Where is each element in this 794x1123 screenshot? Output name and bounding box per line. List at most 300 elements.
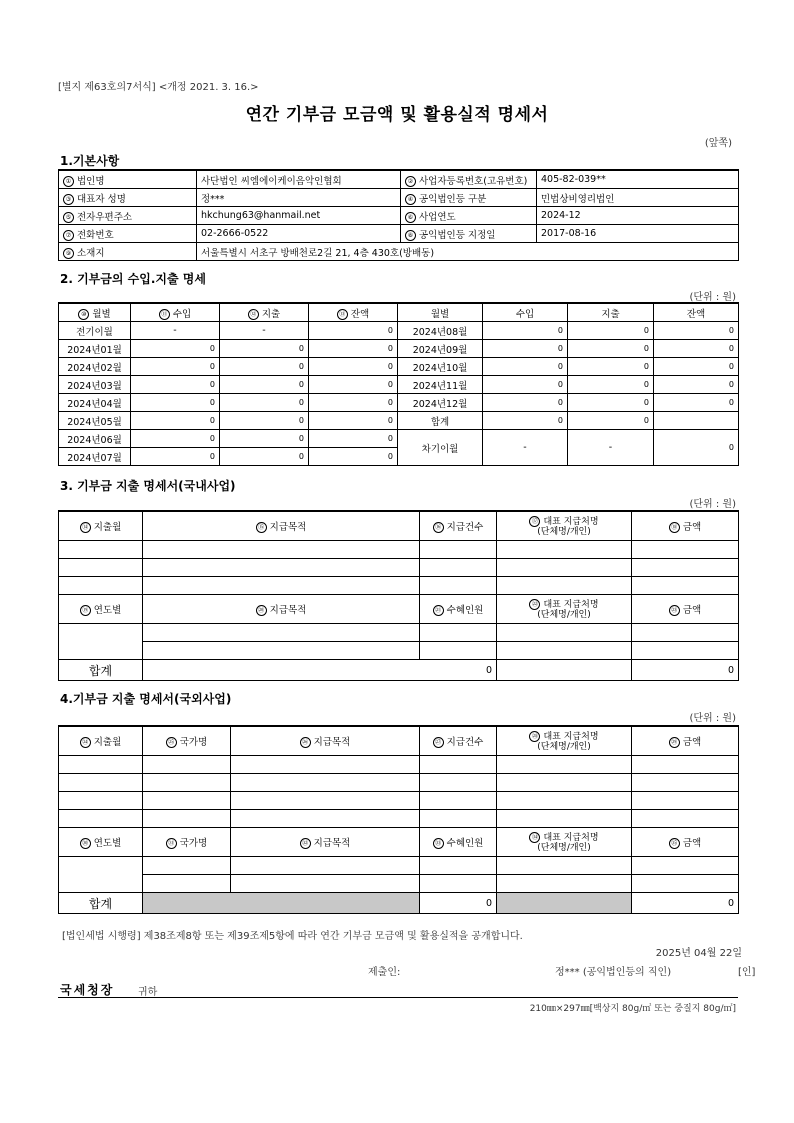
column-header: [497, 511, 632, 541]
column-header: [420, 726, 497, 756]
amount-cell: 0: [568, 376, 654, 394]
column-header: [420, 511, 497, 541]
info-value: 2017-08-16: [537, 225, 739, 243]
info-value: 02-2666-0522: [197, 225, 401, 243]
info-value: hkchung63@hanmail.net: [197, 207, 401, 225]
basic-info-table: [58, 169, 739, 261]
amount-cell: 0: [568, 322, 654, 340]
month-cell: 2024년07월: [59, 448, 131, 466]
info-row: [59, 207, 739, 225]
label-text: 사업연도: [419, 211, 456, 223]
month-row: [59, 340, 739, 358]
blank-cell: [143, 875, 231, 893]
month-cell: 2024년10월: [398, 358, 483, 376]
blank-cell: [497, 624, 632, 642]
blank-row: [59, 857, 739, 875]
legal-statement: [법인세법 시행령] 제38조제8항 또는 제39조제5항에 따라 연간 기부금 모금액 및 활용실적을 공개합니다.: [62, 931, 523, 942]
header-label: 수입: [515, 308, 535, 320]
blank-cell: [632, 541, 739, 559]
header-label: 연도별: [93, 605, 122, 616]
section2-unit: (단위 : 원): [689, 292, 736, 303]
blank-cell: [231, 774, 420, 792]
shaded-cell: [143, 893, 420, 914]
month-cell: 2024년02월: [59, 358, 131, 376]
blank-cell: [231, 810, 420, 828]
blank-cell: [497, 875, 632, 893]
domestic-expense-table: [58, 510, 739, 681]
blank-cell: [143, 642, 420, 660]
blank-cell: [231, 857, 420, 875]
blank-cell: [420, 624, 497, 642]
amount-cell: 0: [309, 412, 398, 430]
blank-cell: [59, 541, 143, 559]
section4-unit: (단위 : 원): [689, 713, 736, 724]
header-row: [59, 828, 739, 857]
month-row: [59, 322, 739, 340]
amount-cell: -: [220, 322, 309, 340]
amount-cell: 0: [309, 394, 398, 412]
blank-row: [59, 792, 739, 810]
item-number-marker: ③: [63, 194, 74, 205]
blank-cell: [632, 559, 739, 577]
info-label: [59, 243, 197, 261]
blank-cell: [143, 774, 231, 792]
item-number-marker: ㉝: [433, 838, 444, 849]
amount-cell: 0: [483, 412, 568, 430]
column-header: [143, 511, 420, 541]
income-expense-table: [58, 302, 739, 466]
info-value: 사단법인 씨엠에이케이음악인협회: [197, 170, 401, 189]
label-text: 공익법인등 구분: [419, 193, 487, 205]
month-row: [59, 376, 739, 394]
column-header: [632, 726, 739, 756]
header-label: 지급건수: [446, 522, 484, 533]
submit-date: 2025년 04월 22일: [655, 948, 742, 959]
amount-cell: 0: [220, 394, 309, 412]
header-label: 대표 지급처명: [543, 832, 599, 843]
item-number-marker: ⑳: [256, 605, 267, 616]
amount-cell: 0: [309, 448, 398, 466]
amount-cell: 0: [483, 322, 568, 340]
column-header: [59, 828, 143, 857]
amount-cell: 0: [220, 340, 309, 358]
amount-cell: 0: [654, 376, 739, 394]
overseas-expense-table: [58, 725, 739, 914]
amount-cell: 0: [309, 376, 398, 394]
total-row: [59, 893, 739, 914]
column-header: [483, 303, 568, 322]
blank-cell: [143, 541, 420, 559]
amount-cell: 0: [131, 412, 220, 430]
item-number-marker: ⑥: [405, 212, 416, 223]
total-amount: 0: [632, 660, 739, 681]
amount-cell: 0: [131, 394, 220, 412]
header-label: 수입: [172, 308, 192, 320]
item-number-marker: ㉕: [166, 737, 177, 748]
address-row: [59, 243, 739, 261]
info-label: [59, 189, 197, 207]
blank-cell: [59, 792, 143, 810]
blank-cell: [420, 541, 497, 559]
header-label: 국가명: [179, 838, 208, 849]
amount-cell: 0: [483, 340, 568, 358]
blank-cell: [420, 577, 497, 595]
header-label: 수혜인원: [446, 838, 484, 849]
amount-cell: 0: [568, 412, 654, 430]
front-label: (앞쪽): [704, 138, 732, 149]
blank-cell: [143, 810, 231, 828]
address-value: 서울특별시 서초구 방배천로2길 21, 4층 430호(방배동): [197, 243, 739, 261]
blank-cell: [231, 792, 420, 810]
amount-cell: -: [568, 430, 654, 466]
item-number-marker: ⑪: [159, 309, 170, 320]
header-label: 지급목적: [313, 737, 351, 748]
amount-cell: 0: [131, 430, 220, 448]
amount-cell: 0: [483, 376, 568, 394]
header-label: 금액: [682, 737, 702, 748]
info-value: 2024-12: [537, 207, 739, 225]
amount-cell: 0: [309, 340, 398, 358]
blank-row: [59, 875, 739, 893]
column-header: [59, 303, 131, 322]
total-label: 합계: [59, 893, 143, 914]
column-header: [309, 303, 398, 322]
amount-cell: 0: [220, 376, 309, 394]
blank-row: [59, 756, 739, 774]
header-row: [59, 303, 739, 322]
header-label: 대표 지급처명: [543, 516, 599, 527]
amount-cell: 0: [220, 412, 309, 430]
item-number-marker: ㉞: [529, 832, 540, 843]
month-row: [59, 394, 739, 412]
item-number-marker: ⑧: [405, 230, 416, 241]
month-cell: 2024년08월: [398, 322, 483, 340]
label-text: 사업자등록번호(고유번호): [419, 175, 528, 187]
month-row: [59, 412, 739, 430]
item-number-marker: ⑯: [433, 522, 444, 533]
amount-cell: 0: [131, 340, 220, 358]
blank-cell: [59, 577, 143, 595]
section4-heading: 4.기부금 지출 명세서(국외사업): [60, 692, 232, 706]
header-label: 월별: [92, 308, 111, 320]
header-label: 대표 지급처명: [543, 599, 599, 610]
item-number-marker: ㉖: [300, 737, 311, 748]
item-number-marker: ㉑: [433, 605, 444, 616]
blank-cell: [497, 792, 632, 810]
info-row: [59, 225, 739, 243]
header-label: 지출: [261, 308, 281, 320]
blank-cell: [420, 810, 497, 828]
item-number-marker: ㉜: [300, 838, 311, 849]
item-number-marker: ①: [63, 176, 74, 187]
column-header: [59, 511, 143, 541]
header-label: 금액: [682, 605, 702, 616]
blank-cell: [143, 857, 231, 875]
info-value: 정***: [197, 189, 401, 207]
header-label: 지급목적: [313, 838, 351, 849]
total-count: 0: [420, 893, 497, 914]
item-number-marker: ㉟: [669, 838, 680, 849]
blank-cell: [143, 792, 231, 810]
column-header: [59, 595, 143, 624]
item-number-marker: ⑰: [529, 516, 540, 527]
blank-cell: [420, 756, 497, 774]
blank-cell: [632, 875, 739, 893]
info-value: 민법상비영리법인: [537, 189, 739, 207]
blank-cell: [420, 559, 497, 577]
item-number-marker: ㉒: [529, 599, 540, 610]
amount-cell: 0: [483, 394, 568, 412]
section2-heading: 2. 기부금의 수입.지출 명세: [60, 272, 206, 286]
amount-cell: 0: [220, 358, 309, 376]
info-label: [401, 207, 537, 225]
item-number-marker: ㉔: [80, 737, 91, 748]
column-header: [143, 828, 231, 857]
blank-cell: [497, 774, 632, 792]
column-header: [231, 828, 420, 857]
submit-label: 제출인:: [368, 967, 401, 978]
blank-row: [59, 624, 739, 642]
item-number-marker: ㉓: [669, 605, 680, 616]
total-row: [59, 660, 739, 681]
month-cell: 2024년05월: [59, 412, 131, 430]
amount-cell: 0: [131, 448, 220, 466]
blank-cell: [632, 756, 739, 774]
blank-cell: [143, 559, 420, 577]
column-header: [231, 726, 420, 756]
blank-cell: [231, 875, 420, 893]
month-cell: 전기이월: [59, 322, 131, 340]
amount-cell: 0: [309, 358, 398, 376]
amount-cell: -: [483, 430, 568, 466]
column-header: [632, 828, 739, 857]
blank-cell: [420, 774, 497, 792]
column-header: [59, 726, 143, 756]
blank-cell: [59, 810, 143, 828]
info-value: 405-82-039**: [537, 170, 739, 189]
amount-cell: 0: [220, 448, 309, 466]
blank-cell: [59, 756, 143, 774]
item-number-marker: ⑫: [248, 309, 259, 320]
amount-cell: [654, 412, 739, 430]
blank-cell: [632, 810, 739, 828]
amount-cell: 0: [131, 376, 220, 394]
info-label: [401, 225, 537, 243]
column-header: [220, 303, 309, 322]
blank-cell: [143, 756, 231, 774]
item-number-marker: ⑦: [63, 230, 74, 241]
month-cell: 2024년09월: [398, 340, 483, 358]
blank-cell: [59, 774, 143, 792]
seal-mark: [인]: [738, 967, 756, 978]
month-cell: 합계: [398, 412, 483, 430]
column-header: [131, 303, 220, 322]
footer-divider: [58, 997, 738, 998]
item-number-marker: ⑩: [78, 309, 89, 320]
header-label: 지급목적: [269, 605, 307, 616]
blank-cell: [632, 774, 739, 792]
column-header: [654, 303, 739, 322]
header-label: 잔액: [686, 308, 706, 320]
blank-row: [59, 810, 739, 828]
amount-cell: 0: [568, 394, 654, 412]
paper-spec: 210㎜×297㎜[백상지 80g/㎡ 또는 중질지 80g/㎡]: [529, 1004, 736, 1014]
item-number-marker: ⑭: [80, 522, 91, 533]
info-label: [401, 170, 537, 189]
amount-cell: 0: [309, 430, 398, 448]
header-label: 지급목적: [269, 522, 307, 533]
item-number-marker: ⑨: [63, 248, 74, 259]
column-header: [568, 303, 654, 322]
item-number-marker: ⑲: [80, 605, 91, 616]
header-label: 대표 지급처명: [543, 731, 599, 742]
header-label: 월별: [430, 308, 450, 320]
addressee-suffix: 귀하: [138, 987, 158, 998]
label-text: 공익법인등 지정일: [419, 229, 496, 241]
header-sublabel: (단체명/개인): [537, 609, 591, 620]
month-cell: 2024년03월: [59, 376, 131, 394]
amount-cell: 0: [220, 430, 309, 448]
month-cell: 2024년11월: [398, 376, 483, 394]
info-row: [59, 170, 739, 189]
header-label: 수혜인원: [446, 605, 484, 616]
document-title: 연간 기부금 모금액 및 활용실적 명세서: [245, 105, 549, 125]
blank-cell: [143, 577, 420, 595]
amount-cell: 0: [568, 358, 654, 376]
column-header: [420, 828, 497, 857]
blank-cell: [497, 810, 632, 828]
info-label: [59, 225, 197, 243]
blank-cell: [420, 642, 497, 660]
form-id: [별지 제63호의7서식] <개정 2021. 3. 16.>: [58, 82, 259, 93]
info-label: [59, 207, 197, 225]
header-row: [59, 726, 739, 756]
header-label: 연도별: [93, 838, 122, 849]
blank-cell: [632, 642, 739, 660]
blank-cell: [497, 660, 632, 681]
month-cell: 차기이월: [398, 430, 483, 466]
blank-cell: [231, 756, 420, 774]
header-label: 금액: [682, 838, 702, 849]
item-number-marker: ㉘: [529, 731, 540, 742]
amount-cell: 0: [483, 358, 568, 376]
amount-cell: 0: [654, 358, 739, 376]
blank-row: [59, 642, 739, 660]
header-label: 국가명: [179, 737, 208, 748]
column-header: [143, 595, 420, 624]
amount-cell: -: [131, 322, 220, 340]
item-number-marker: ⑮: [256, 522, 267, 533]
total-label: 합계: [59, 660, 143, 681]
header-row: [59, 511, 739, 541]
month-cell: 2024년12월: [398, 394, 483, 412]
amount-cell: 0: [654, 340, 739, 358]
month-cell: 2024년01월: [59, 340, 131, 358]
blank-cell: [632, 577, 739, 595]
item-number-marker: ⑤: [63, 212, 74, 223]
blank-cell: [497, 857, 632, 875]
column-header: [497, 828, 632, 857]
blank-row: [59, 541, 739, 559]
blank-cell: [632, 792, 739, 810]
blank-row: [59, 577, 739, 595]
blank-cell: [420, 857, 497, 875]
blank-cell: [420, 875, 497, 893]
blank-cell: [59, 559, 143, 577]
item-number-marker: ㉙: [669, 737, 680, 748]
blank-cell: [497, 541, 632, 559]
info-label: [59, 170, 197, 189]
item-number-marker: ④: [405, 194, 416, 205]
column-header: [420, 595, 497, 624]
section3-heading: 3. 기부금 지출 명세서(국내사업): [60, 479, 236, 493]
month-cell: 2024년04월: [59, 394, 131, 412]
submitter: 정*** (공익법인등의 직인): [555, 967, 672, 978]
section1-heading: 1.기본사항: [60, 154, 120, 168]
month-row: [59, 430, 739, 448]
item-number-marker: ㉚: [80, 838, 91, 849]
blank-row: [59, 559, 739, 577]
item-number-marker: ⑱: [669, 522, 680, 533]
column-header: [497, 595, 632, 624]
amount-cell: 0: [131, 358, 220, 376]
column-header: [497, 726, 632, 756]
column-header: [398, 303, 483, 322]
amount-cell: 0: [654, 430, 739, 466]
info-label: [401, 189, 537, 207]
blank-cell: [497, 559, 632, 577]
label-text: 소재지: [77, 247, 105, 259]
amount-cell: 0: [654, 394, 739, 412]
label-text: 법인명: [77, 175, 105, 187]
header-label: 지출월: [93, 522, 122, 533]
item-number-marker: ㉛: [166, 838, 177, 849]
header-label: 금액: [682, 522, 702, 533]
label-text: 전자우편주소: [77, 211, 133, 223]
amount-cell: 0: [654, 322, 739, 340]
item-number-marker: ⑬: [337, 309, 348, 320]
label-text: 대표자 성명: [77, 193, 126, 205]
header-sublabel: (단체명/개인): [537, 842, 591, 853]
amount-cell: 0: [568, 340, 654, 358]
header-label: 지출월: [93, 737, 122, 748]
blank-cell: [420, 792, 497, 810]
section3-unit: (단위 : 원): [689, 499, 736, 510]
item-number-marker: ㉗: [433, 737, 444, 748]
total-amount: 0: [632, 893, 739, 914]
addressee: 국세청장: [60, 983, 115, 997]
header-row: [59, 595, 739, 624]
month-row: [59, 358, 739, 376]
blank-cell: [632, 857, 739, 875]
header-label: 지출: [601, 308, 620, 320]
shaded-cell: [497, 893, 632, 914]
blank-cell: [632, 624, 739, 642]
item-number-marker: ②: [405, 176, 416, 187]
blank-cell: [143, 624, 420, 642]
total-count: 0: [143, 660, 497, 681]
blank-cell: [497, 756, 632, 774]
blank-cell: [59, 624, 143, 660]
info-row: [59, 189, 739, 207]
amount-cell: 0: [309, 322, 398, 340]
blank-row: [59, 774, 739, 792]
header-sublabel: (단체명/개인): [537, 526, 591, 537]
column-header: [632, 511, 739, 541]
blank-cell: [59, 857, 143, 893]
blank-cell: [497, 577, 632, 595]
column-header: [143, 726, 231, 756]
